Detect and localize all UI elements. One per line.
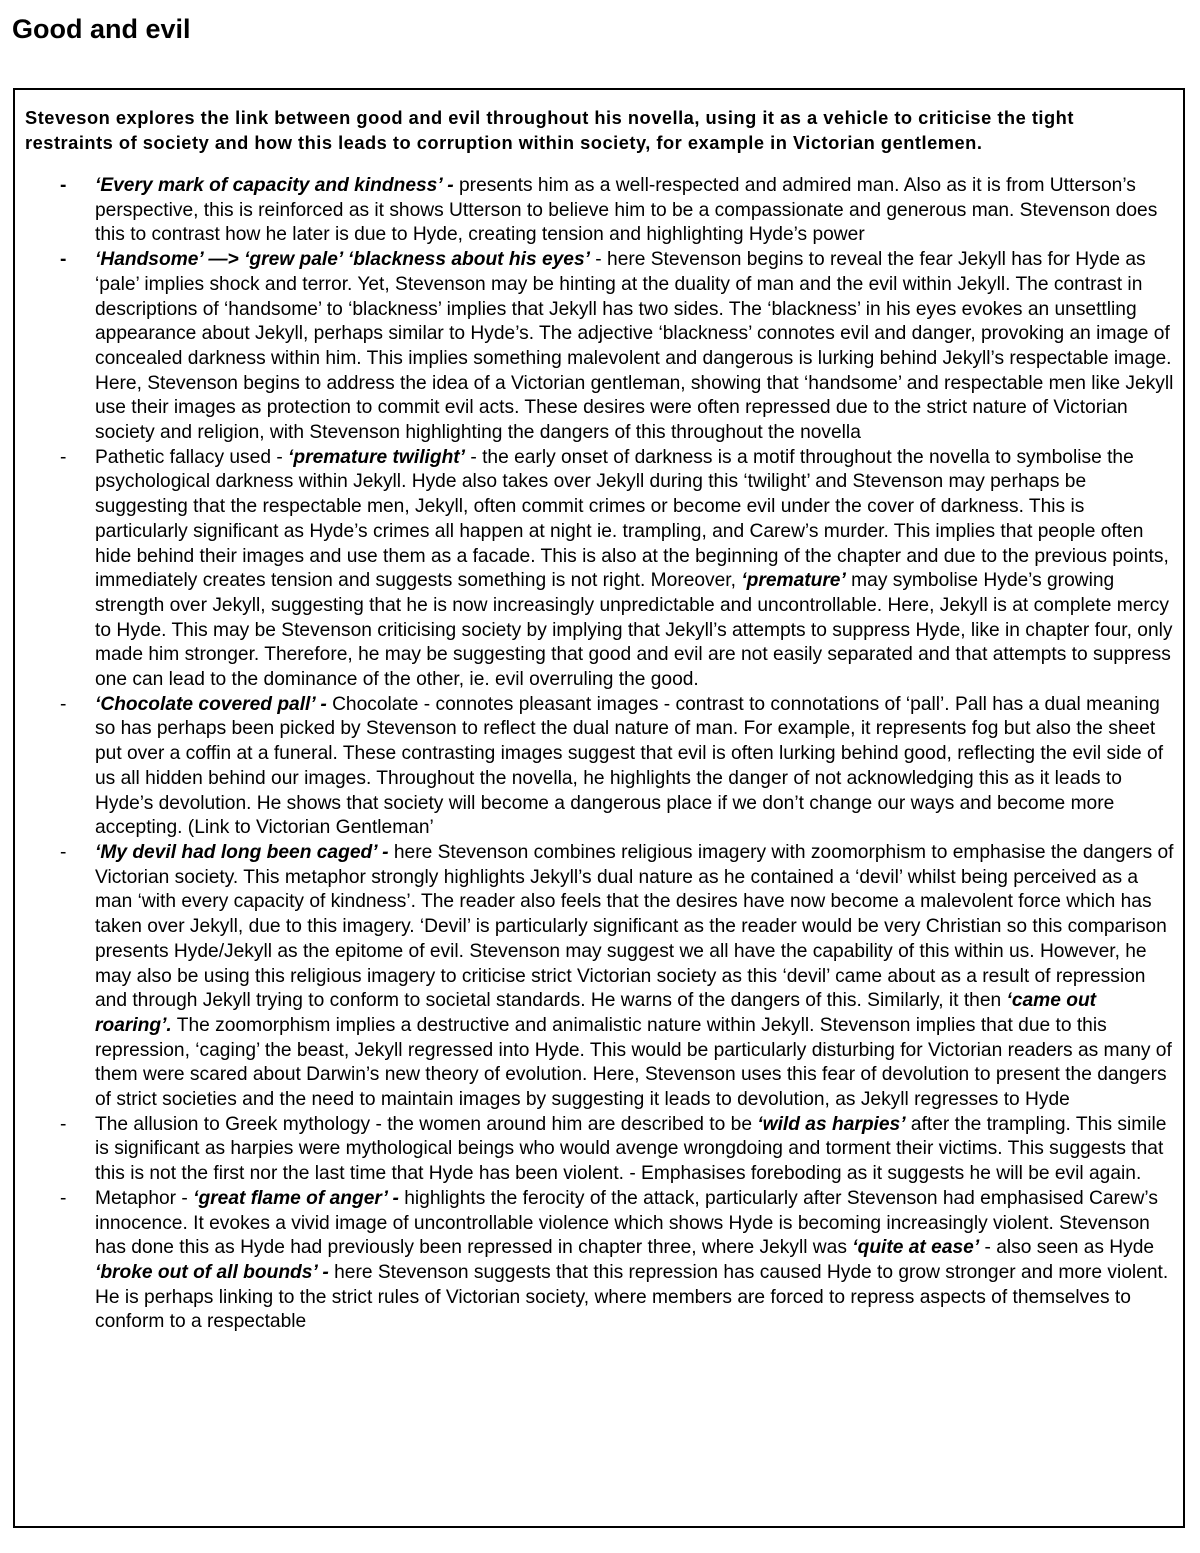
quote: ‘wild as harpies’ — [757, 1113, 906, 1135]
analysis-text: - the early onset of darkness is a motif throughout the novella to symbolise the psychological darkness within Jekyll. Hyde also takes over Jekyll during this ‘twilight’ and Stevenson may perhaps be suggesting that the respectable men, Jekyll, often commit crimes or become evil under the cover of darkness. This is particularly significant as Hyde’s crimes all happen at night ie. trampling, and Carew’s murder. This implies that people often hide behind their images and use them as a facade. This is also at the beginning of the chapter and due to the previous points, immediately creates tension and suggests something is not right. Moreover, — [95, 446, 1169, 592]
analysis-text: - here Stevenson begins to reveal the fear Jekyll has for Hyde as ‘pale’ implies shock and terror. Yet, Stevenson may be hinting at the duality of man and the evil within Jekyll. The contrast in descriptions of ‘handsome’ to ‘blackness’ implies that Jekyll has two sides. The ‘blackness’ in his eyes evokes an unsettling appearance about Jekyll, perhaps similar to Hyde’s. The adjective ‘blackness’ connotes evil and danger, provoking an image of concealed darkness within him. This implies something malevolent and dangerous is lurking behind Jekyll’s respectable image. Here, Stevenson begins to address the idea of a Victorian gentleman, showing that ‘handsome’ and respectable men like Jekyll use their images as protection to commit evil acts. These desires were often repressed due to the strict nature of Victorian society and religion, with Stevenson highlighting the dangers of this throughout the novella — [95, 249, 1174, 444]
quote: ‘quite at ease’ — [852, 1237, 980, 1259]
analysis-text: The allusion to Greek mythology - the women around him are described to be — [95, 1113, 758, 1135]
quote: ‘Every mark of capacity and kindness’ - — [95, 175, 454, 196]
intro-statement: Steveson explores the link between good and evil throughout his novella, using it as a vehicle to criticise the tight restraints of society and how this leads to corruption within society, for example in Victorian gentlemen. — [25, 107, 1074, 153]
list-item — [15, 1113, 1183, 1187]
quote: ‘broke out of all bounds’ - — [95, 1261, 329, 1283]
quote: ‘My devil had long been caged’ - — [95, 841, 389, 863]
list-item — [15, 248, 1183, 446]
content-box — [13, 88, 1185, 1528]
analysis-list — [15, 174, 1183, 1335]
quote: ‘premature’ — [741, 570, 846, 592]
bullet-dash: - — [60, 175, 67, 196]
analysis-text: may symbolise Hyde’s growing strength over Jekyll, suggesting that he is now increasingly unpredictable and uncontrollable. Here, Jekyll is at complete mercy to Hyde. This may be Stevenson criticising society by implying that Jekyll’s attempts to suppress Hyde, like in chapter four, only made him stronger. Therefore, he may be suggesting that good and evil are not easily separated and that attempts to suppress one can lead to the dominance of the other, ie. evil overruling the good. — [95, 570, 1173, 691]
quote: ‘premature twilight’ — [288, 446, 466, 468]
bullet-dash: - — [60, 1187, 67, 1209]
analysis-text: Metaphor - — [95, 1187, 194, 1209]
analysis-text: presents him as a well-respected and admired man. Also as it is from Utterson’s perspective, this is reinforced as it shows Utterson to believe him to be a compassionate and generous man. Stevenson does this to contrast how he later is due to Hyde, creating tension and highlighting Hyde’s power — [95, 175, 1158, 246]
bullet-dash: - — [60, 1113, 67, 1135]
page-title: Good and evil — [12, 14, 191, 44]
bullet-dash: - — [60, 446, 67, 468]
analysis-text: here Stevenson suggests that this repression has caused Hyde to grow stronger and more violent. He is perhaps linking to the strict rules of Victorian society, where members are forced to repress aspects of themselves to conform to a respectable — [95, 1261, 1169, 1333]
bullet-dash: - — [60, 693, 67, 715]
list-item — [15, 174, 1183, 248]
bullet-dash: - — [60, 249, 67, 271]
quote: ‘great flame of anger’ - — [193, 1187, 399, 1209]
analysis-text: The zoomorphism implies a destructive and animalistic nature within Jekyll. Stevenson implies that due to this repression, ‘caging’ the beast, Jekyll regressed into Hyde. This would be particularly disturbing for Victorian readers as many of them were scared about Darwin’s new theory of evolution. Here, Stevenson uses this fear of devolution to present the dangers of strict societies and the need to maintain images by suggesting it leads to devolution, as Jekyll regresses to Hyde — [95, 1014, 1172, 1111]
analysis-text: after the trampling. This simile is significant as harpies were mythological beings who would avenge wrongdoing and torment their victims. This suggests that this is not the first nor the last time that Hyde has been violent. - Emphasises foreboding as it suggests he will be evil again. — [95, 1113, 1167, 1185]
bullet-dash: - — [60, 841, 67, 863]
quote: ‘Handsome’ —> ‘grew pale’ ‘blackness about his eyes’ — [95, 249, 590, 271]
analysis-text: highlights the ferocity of the attack, particularly after Stevenson had emphasised Carew’s innocence. It evokes a vivid image of uncontrollable violence which shows Hyde is becoming increasingly violent. Stevenson has done this as Hyde had previously been repressed in chapter three, where Jekyll was — [95, 1187, 1158, 1259]
analysis-text: Chocolate - connotes pleasant images - contrast to connotations of ‘pall’. Pall has a dual meaning so has perhaps been picked by Stevenson to reflect the dual nature of man. For example, it represents fog but also the sheet put over a coffin at a funeral. These contrasting images suggest that evil is often lurking behind good, reflecting the evil side of us all hidden behind our images. Throughout the novella, he highlights the danger of not acknowledging this as it leads to Hyde’s devolution. He shows that society will become a dangerous place if we don’t change our ways and become more accepting. (Link to Victorian Gentleman’ — [95, 693, 1164, 839]
list-item — [15, 1187, 1183, 1335]
list-item — [15, 446, 1183, 693]
analysis-text: Pathetic fallacy used - — [95, 446, 289, 468]
quote: ‘Chocolate covered pall’ - — [95, 693, 327, 715]
list-item — [15, 841, 1183, 1113]
analysis-text: - also seen as Hyde — [979, 1237, 1155, 1259]
quote: ‘came out roaring’. — [95, 990, 1097, 1036]
list-item — [15, 693, 1183, 841]
analysis-text: here Stevenson combines religious imagery with zoomorphism to emphasise the dangers of Victorian society. This metaphor strongly highlights Jekyll’s dual nature as he contained a ‘devil’ whilst being perceived as a man ‘with every capacity of kindness’. The reader also feels that the desires have now become a malevolent force which has taken over Jekyll, due to this imagery. ‘Devil’ is particularly significant as the reader would be very Christian so this comparison presents Hyde/Jekyll as the epitome of evil. Stevenson may suggest we all have the capability of this within us. However, he may also be using this religious imagery to criticise strict Victorian society as this ‘devil’ came about as a result of repression and through Jekyll trying to conform to societal standards. He warns of the dangers of this. Similarly, it then — [95, 841, 1174, 1012]
